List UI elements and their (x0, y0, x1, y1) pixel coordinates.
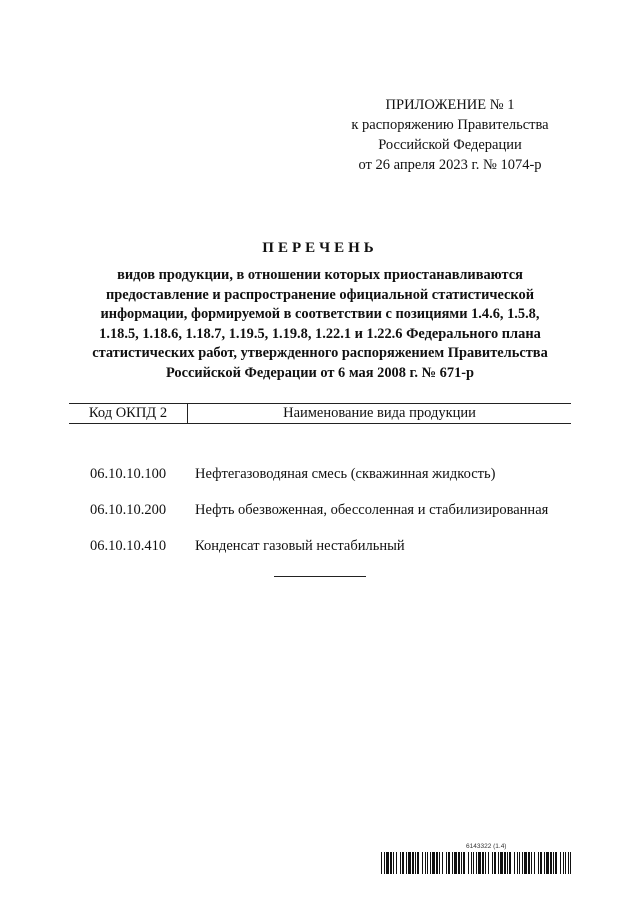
subtitle-line: статистических работ, утвержденного распоряжением Правительства (92, 345, 548, 362)
table-body (69, 424, 571, 564)
annex-reference: к распоряжению Правительства (351, 117, 549, 133)
table-header (69, 403, 571, 424)
row-code: 06.10.10.410 (89, 537, 167, 554)
table-row (69, 492, 571, 528)
row-code: 06.10.10.100 (89, 465, 167, 482)
row-code: 06.10.10.200 (89, 501, 167, 518)
annex-block (330, 95, 570, 175)
subtitle-line: видов продукции, в отношении которых приостанавливаются (117, 267, 523, 283)
subtitle-line: информации, формируемой в соответствии с позициями 1.4.6, 1.5.8, (100, 306, 540, 323)
barcode-icon (381, 852, 571, 874)
subtitle-line: предоставление и распространение официальной статистической (105, 286, 535, 303)
row-name: Нефтегазоводяная смесь (скважинная жидкость) (195, 465, 496, 482)
document-subtitle (80, 266, 560, 384)
document-title: ПЕРЕЧЕНЬ (262, 240, 378, 256)
row-name: Нефть обезвоженная, обессоленная и стабилизированная (195, 501, 549, 518)
annex-reference-authority: Российской Федерации (378, 137, 522, 153)
header-name: Наименование вида продукции (283, 405, 476, 421)
annex-date: от 26 апреля 2023 г. № 1074-р (358, 157, 542, 173)
table-row (69, 456, 571, 492)
table-row (69, 528, 571, 564)
barcode-label: 6143322 (1.4) (466, 843, 507, 850)
subtitle-line: 1.18.5, 1.18.6, 1.18.7, 1.19.5, 1.19.8, 1.22.1 и 1.22.6 Федерального плана (99, 325, 541, 342)
annex-number: ПРИЛОЖЕНИЕ № 1 (385, 97, 515, 113)
products-table (69, 403, 571, 564)
end-separator-line (274, 576, 366, 577)
header-code: Код ОКПД 2 (69, 404, 188, 423)
subtitle-line: Российской Федерации от 6 мая 2008 г. № 671-р (165, 364, 475, 381)
row-name: Конденсат газовый нестабильный (195, 537, 405, 554)
